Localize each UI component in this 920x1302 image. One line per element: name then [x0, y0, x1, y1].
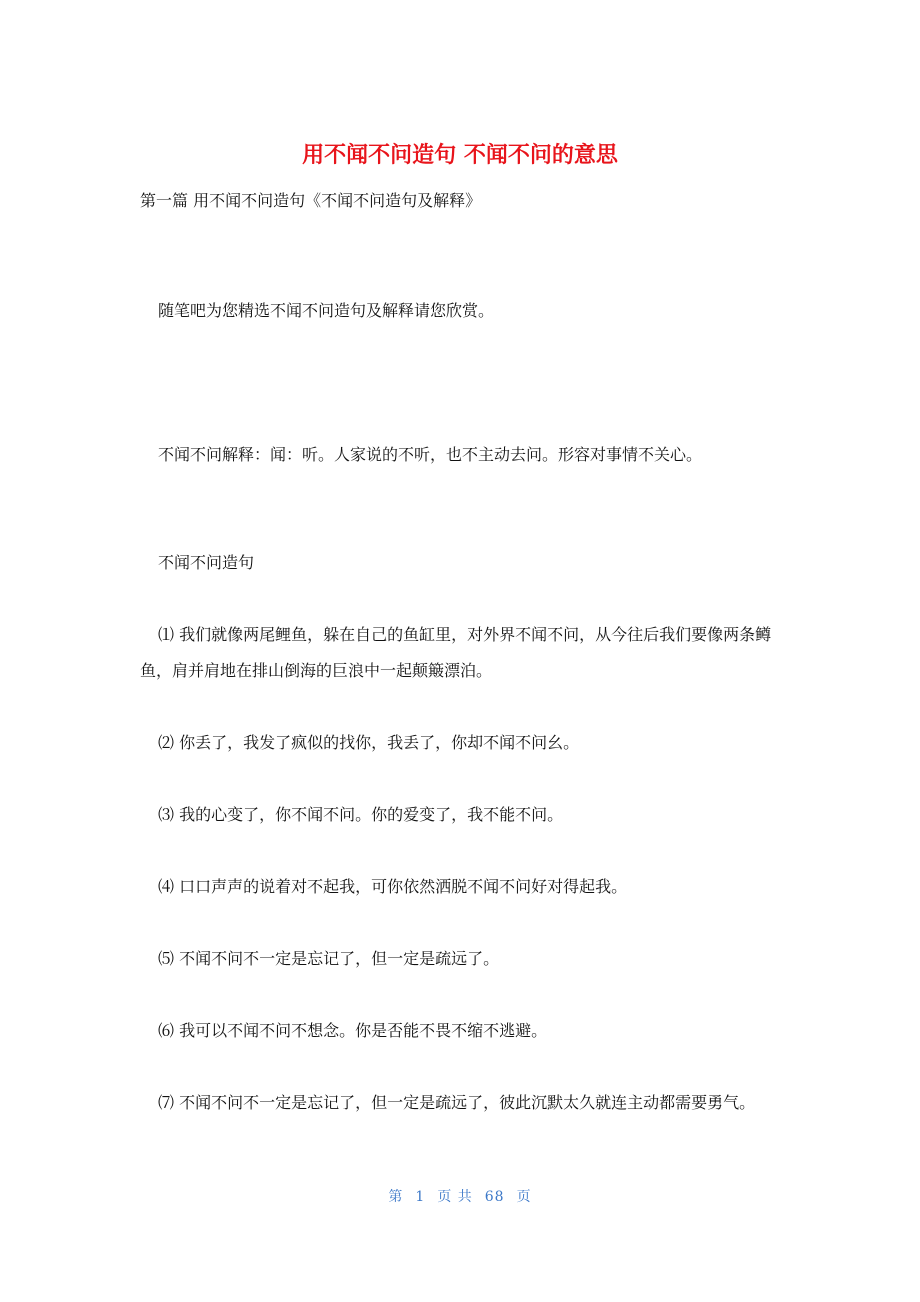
- example-sentence-1: ⑴ 我们就像两尾鲤鱼，躲在自己的鱼缸里，对外界不闻不问，从今往后我们要像两条鳟鱼，肩并肩地在排山倒海的巨浪中一起颠簸漂泊。: [140, 625, 772, 680]
- example-sentence-7: ⑺ 不闻不问不一定是忘记了，但一定是疏远了，彼此沉默太久就连主动都需要勇气。: [158, 1093, 756, 1112]
- example-sentence-4: ⑷ 口口声声的说着对不起我，可你依然洒脱不闻不问好对得起我。: [158, 877, 628, 896]
- example-sentence-2: ⑵ 你丢了，我发了疯似的找你，我丢了，你却不闻不问幺。: [158, 733, 580, 752]
- footer-prefix: 第: [388, 1189, 404, 1205]
- example-sentence-6: ⑹ 我可以不闻不问不想念。你是否能不畏不缩不逃避。: [158, 1021, 548, 1040]
- intro-paragraph: 随笔吧为您精选不闻不问造句及解释请您欣赏。: [158, 301, 495, 320]
- example-sentence-3: ⑶ 我的心变了，你不闻不问。你的爱变了，我不能不问。: [158, 805, 564, 824]
- example-sentence-5: ⑸ 不闻不问不一定是忘记了，但一定是疏远了。: [158, 949, 500, 968]
- section-heading: 不闻不问造句: [158, 553, 255, 572]
- footer-page-number: 1: [415, 1189, 426, 1205]
- footer-suffix: 页: [516, 1189, 532, 1205]
- document-title: 用不闻不问造句 不闻不问的意思: [302, 143, 618, 168]
- explanation-paragraph: 不闻不问解释：闻：听。人家说的不听，也不主动去问。形容对事情不关心。: [158, 445, 703, 464]
- page-footer: [0, 1186, 920, 1208]
- footer-total-pages: 68: [484, 1189, 505, 1205]
- footer-middle: 页 共: [437, 1189, 473, 1205]
- section-subtitle: 第一篇 用不闻不问造句《不闻不问造句及解释》: [140, 191, 482, 210]
